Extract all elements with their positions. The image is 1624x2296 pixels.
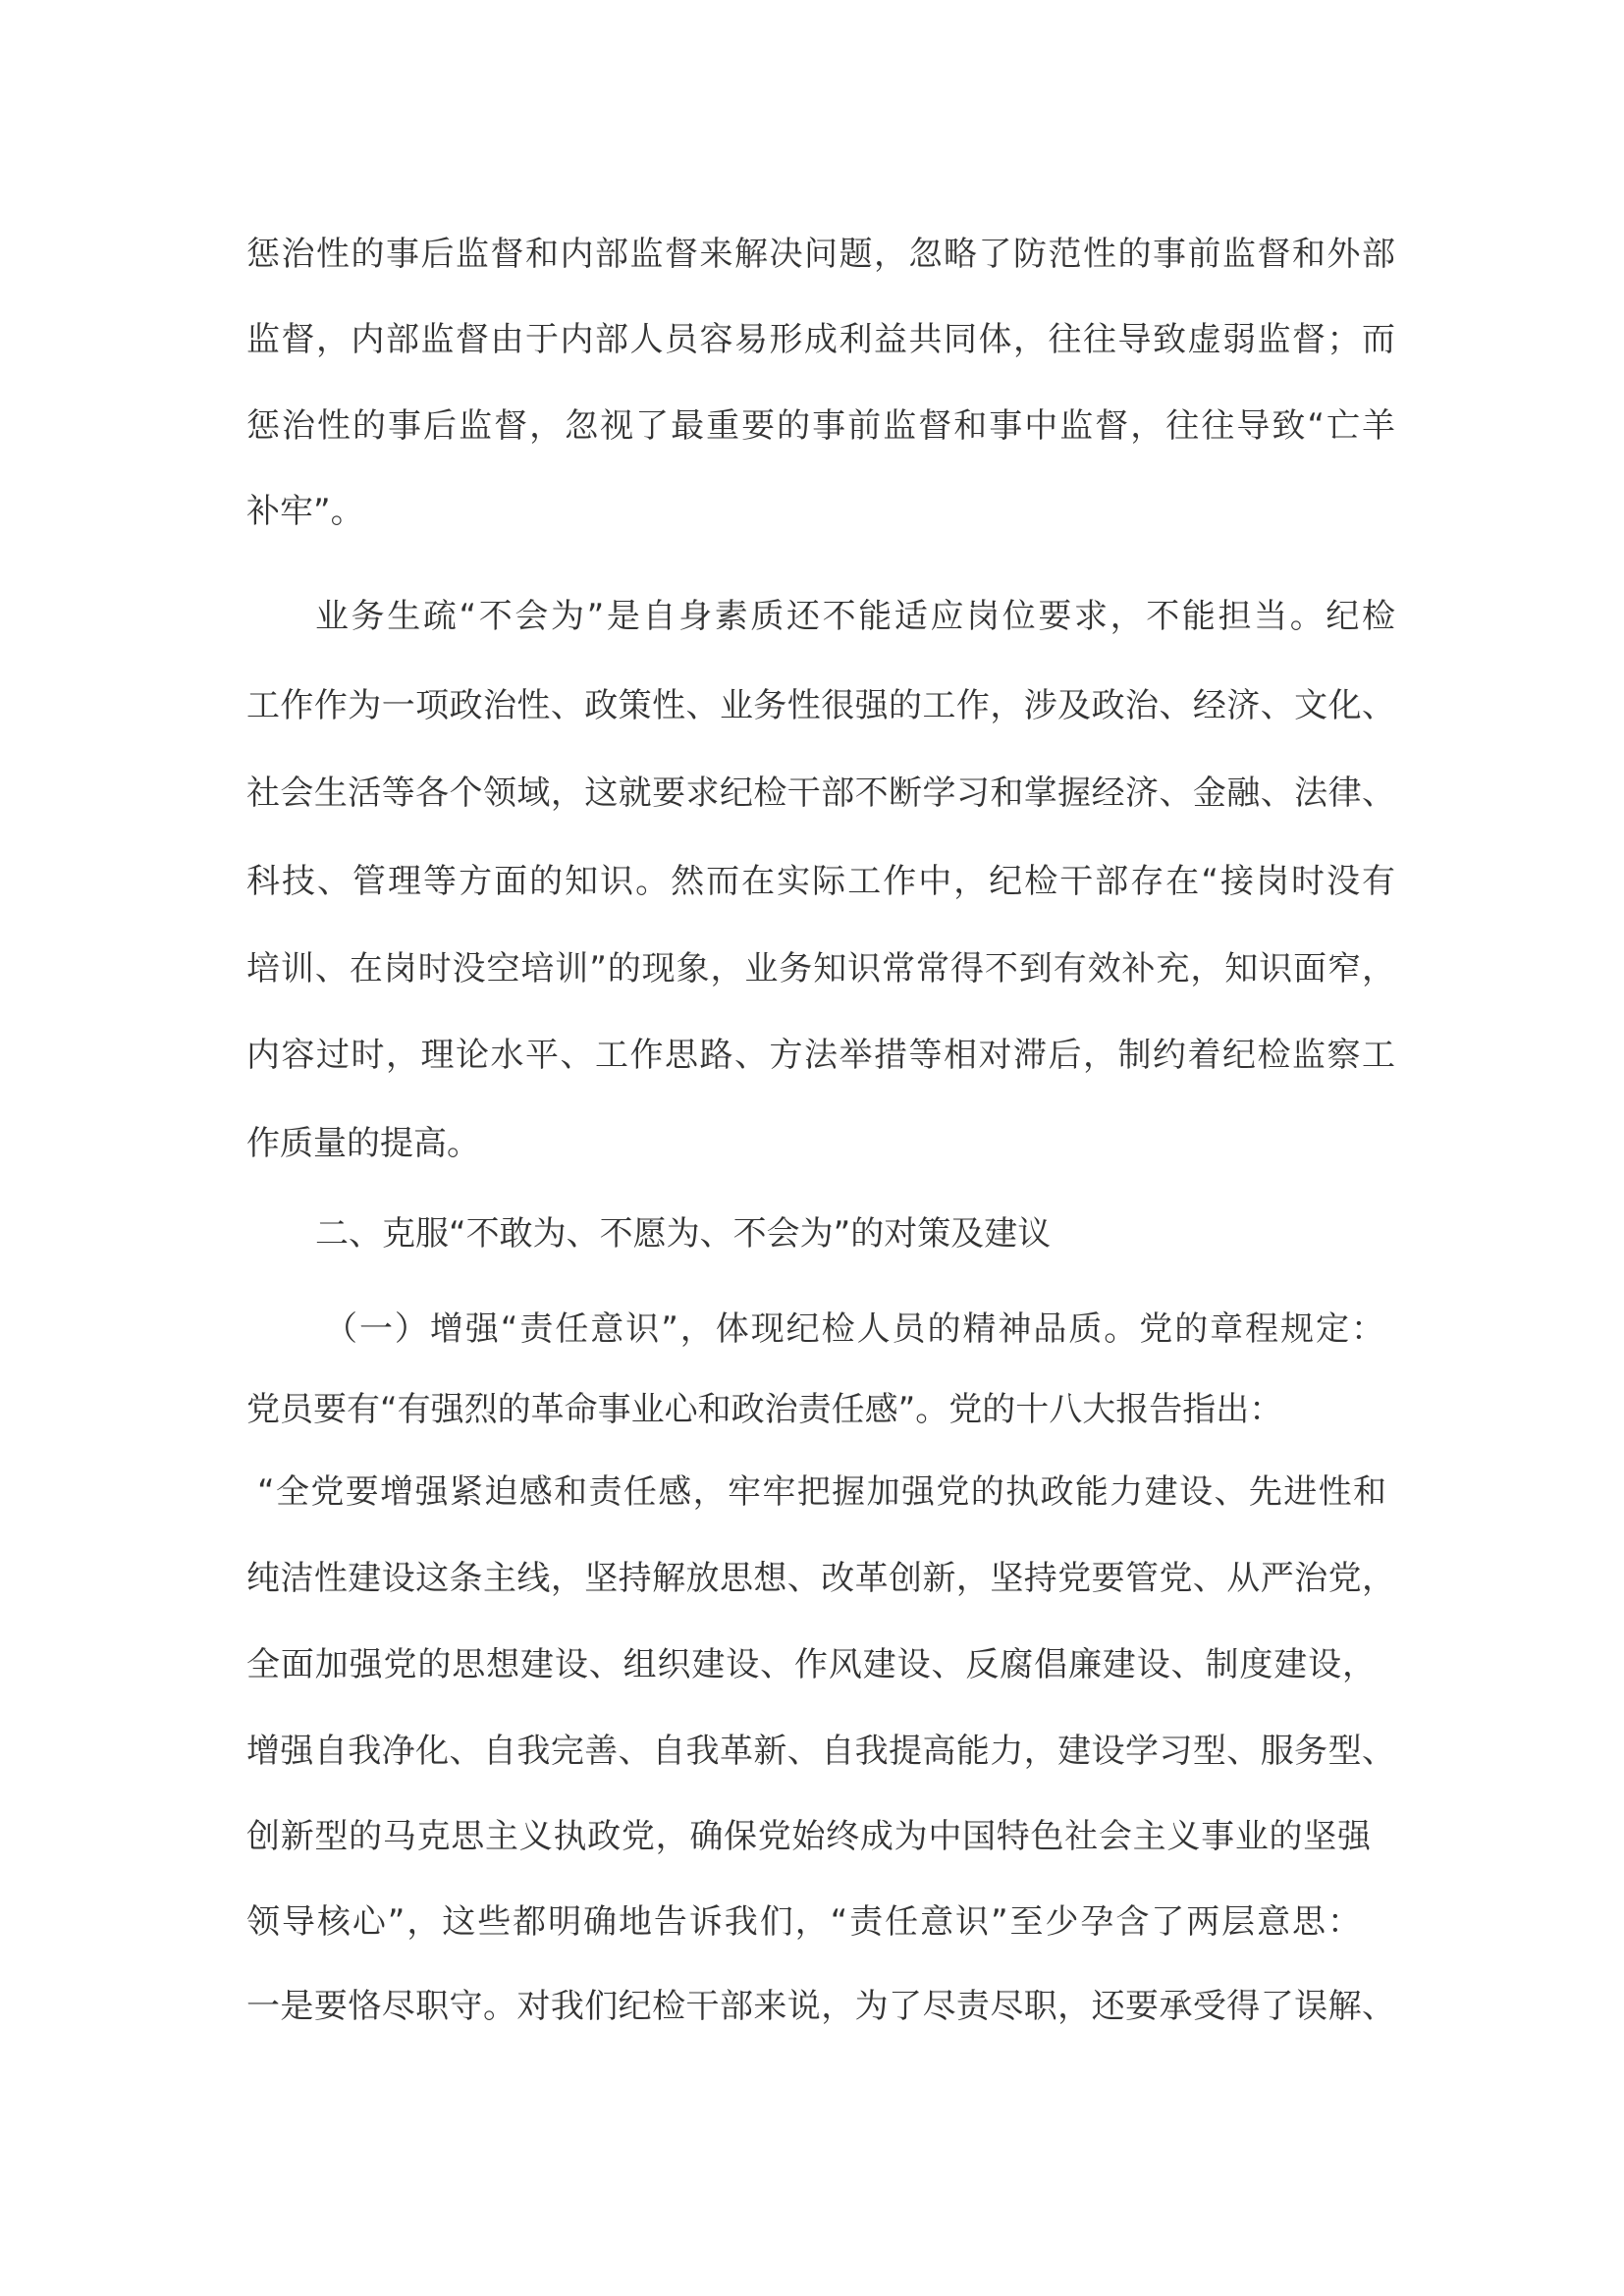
paragraph-line: 培训、在岗时没空培训”的现象，业务知识常常得不到有效补充，知识面窄，	[246, 949, 1395, 988]
paragraph-line: 全面加强党的思想建设、组织建设、作风建设、反腐倡廉建设、制度建设，	[246, 1645, 1376, 1684]
paragraph-line: 增强自我净化、自我完善、自我革新、自我提高能力，建设学习型、服务型、	[246, 1732, 1395, 1771]
paragraph-first-line: 业务生疏“不会为”是自身素质还不能适应岗位要求，不能担当。纪检	[315, 597, 1395, 636]
paragraph-line: 创新型的马克思主义执政党，确保党始终成为中国特色社会主义事业的坚强	[246, 1817, 1371, 1856]
paragraph-line: 监督，内部监督由于内部人员容易形成利益共同体，往往导致虚弱监督；而	[246, 320, 1395, 359]
paragraph-line: 领导核心”，这些都明确地告诉我们，“责任意识”至少孕含了两层意思：	[246, 1902, 1361, 1942]
paragraph-first-line: （一）增强“责任意识”，体现纪检人员的精神品质。党的章程规定：	[324, 1309, 1384, 1349]
section-heading: 二、克服“不敢为、不愿为、不会为”的对策及建议	[315, 1214, 1052, 1254]
paragraph-line: “全党要增强紧迫感和责任感，牢牢把握加强党的执政能力建设、先进性和	[257, 1472, 1386, 1512]
paragraph-line: 惩治性的事后监督和内部监督来解决问题，忽略了防范性的事前监督和外部	[246, 235, 1395, 274]
paragraph-line: 惩治性的事后监督，忽视了最重要的事前监督和事中监督，往往导致“亡羊	[246, 406, 1395, 446]
paragraph-line: 党员要有“有强烈的革命事业心和政治责任感”。党的十八大报告指出：	[246, 1390, 1283, 1429]
paragraph-line: 一是要恪尽职守。对我们纪检干部来说，为了尽责尽职，还要承受得了误解、	[246, 1987, 1395, 2026]
paragraph-line: 科技、管理等方面的知识。然而在实际工作中，纪检干部存在“接岗时没有	[246, 862, 1395, 901]
paragraph-line: 作质量的提高。	[246, 1124, 480, 1163]
paragraph-line: 社会生活等各个领域，这就要求纪检干部不断学习和掌握经济、金融、法律、	[246, 774, 1395, 813]
paragraph-line: 补牢”。	[246, 492, 364, 531]
paragraph-line: 纯洁性建设这条主线，坚持解放思想、改革创新，坚持党要管党、从严治党，	[246, 1559, 1395, 1598]
paragraph-line: 内容过时，理论水平、工作思路、方法举措等相对滞后，制约着纪检监察工	[246, 1036, 1395, 1075]
paragraph-line: 工作作为一项政治性、政策性、业务性很强的工作，涉及政治、经济、文化、	[246, 686, 1395, 725]
